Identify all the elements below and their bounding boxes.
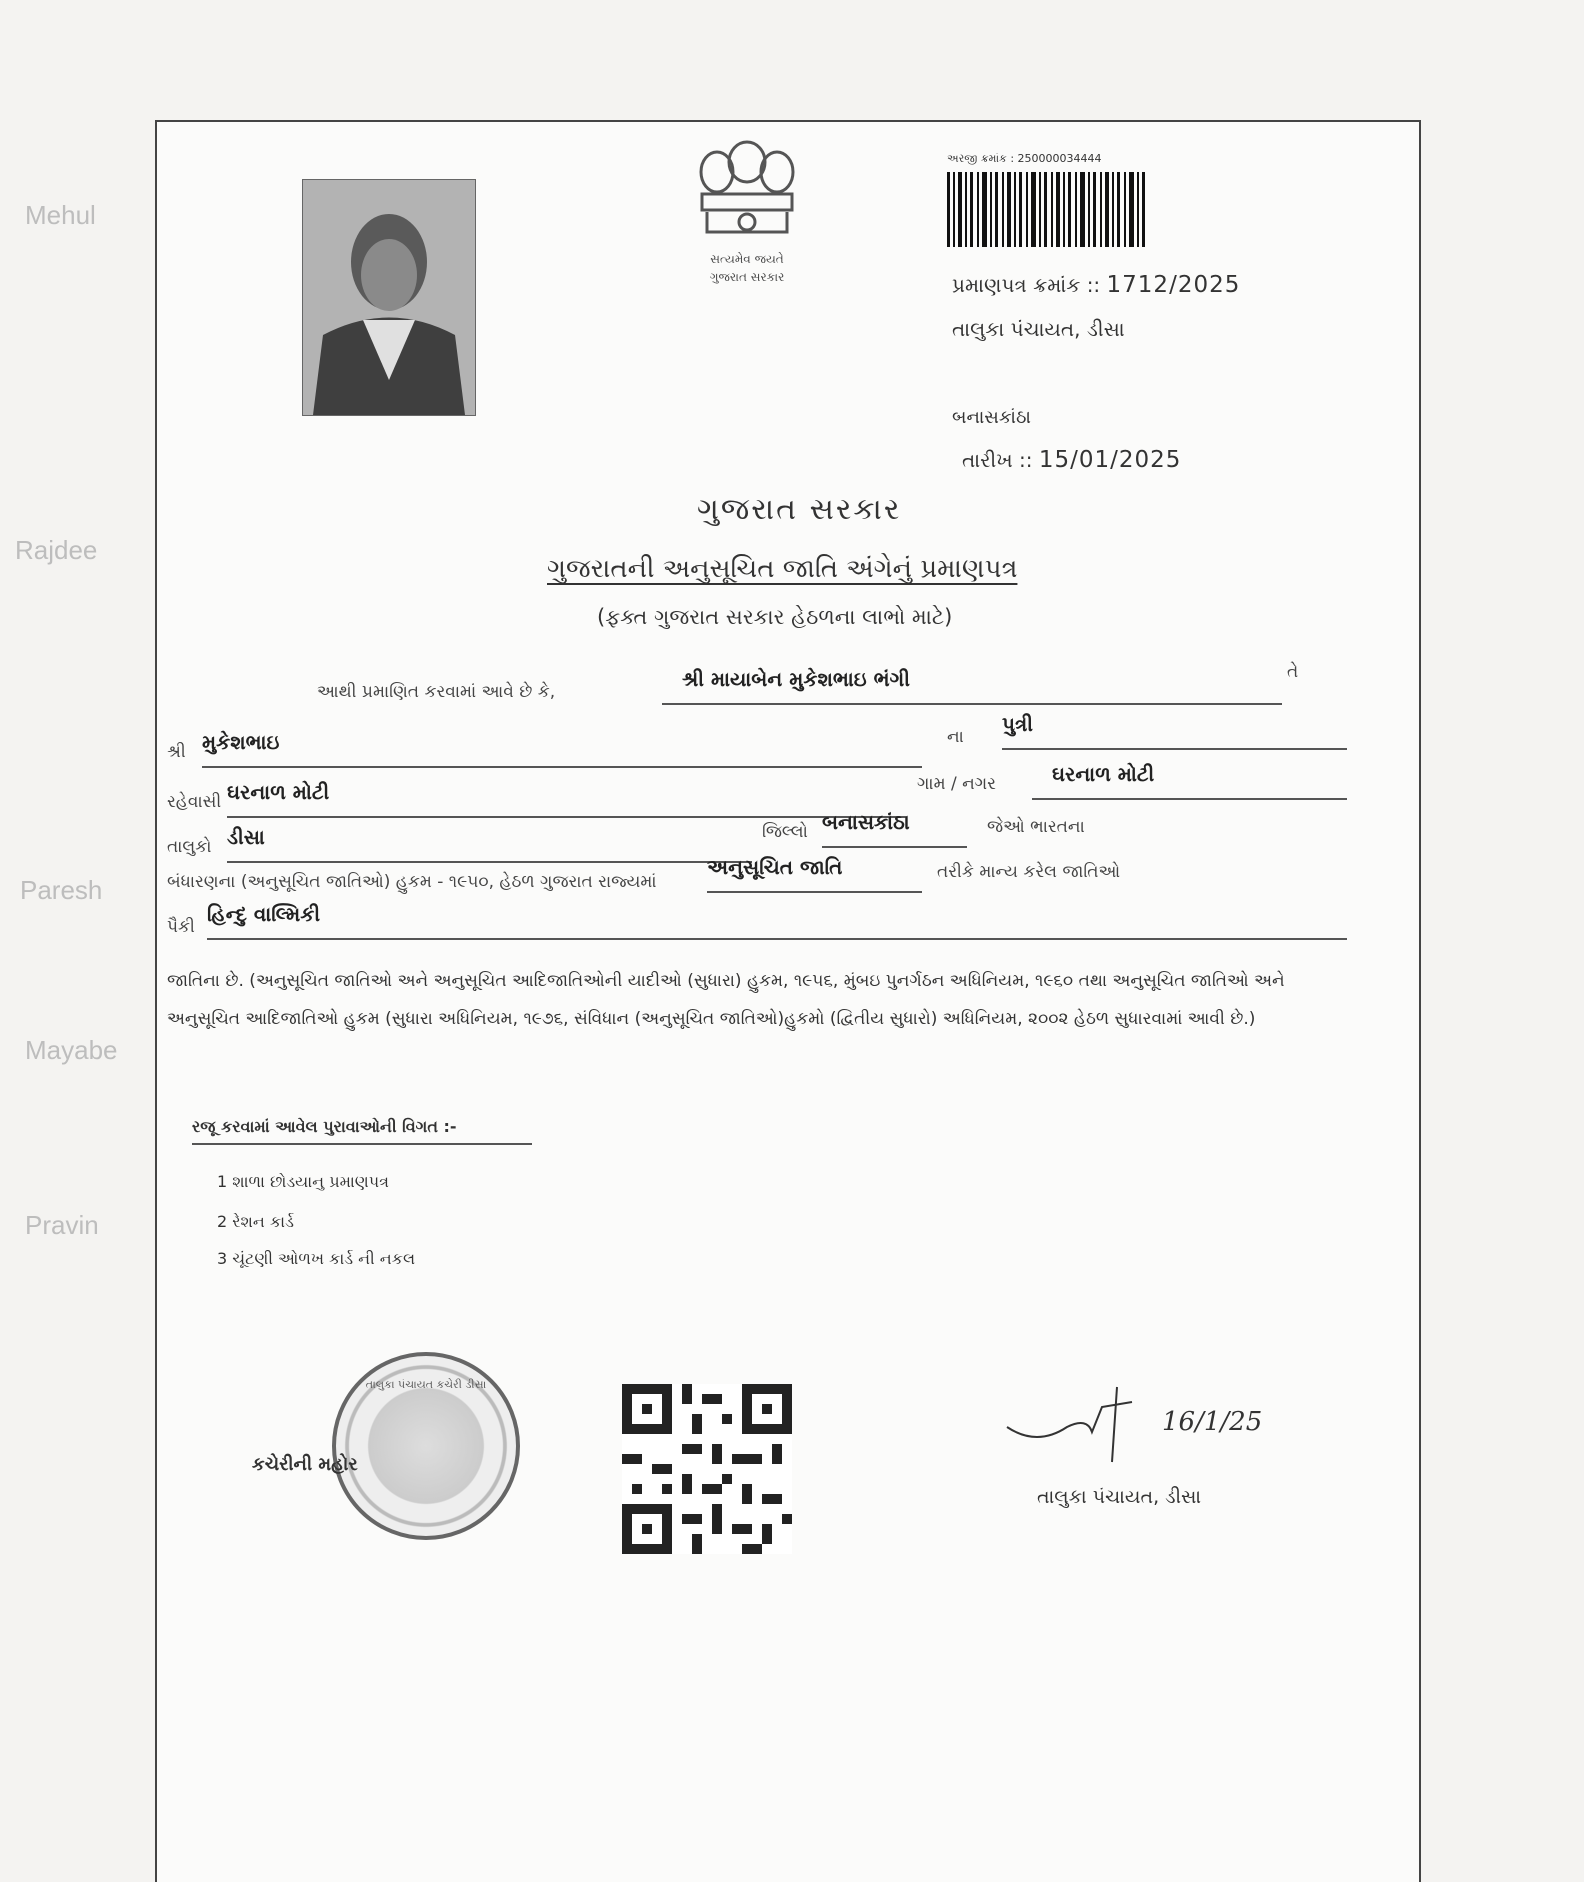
background-text: Rajdee: [15, 535, 98, 565]
proof-item: 1 શાળા છોડયાનુ પ્રમાણપત્ર: [217, 1172, 389, 1191]
constitution-label: બંધારણના (અનુસૂચિત જાતિઓ) હુકમ - ૧૯૫૦, હેઠળ ગુજરાત રાજ્યમાં: [167, 872, 657, 892]
government-heading: ગુજરાત સરકાર: [697, 492, 902, 527]
resident-label: રહેવાસી: [167, 792, 222, 812]
te-label: તે: [1287, 662, 1299, 682]
emblem-caption: ગુજરાત સરકાર: [709, 270, 785, 284]
certify-label: આથી પ્રમાણિત કરવામાં આવે છે કે,: [317, 682, 556, 702]
shri-label: શ્રી: [167, 742, 186, 762]
resident-value: ઘરનાળ મોટી: [227, 780, 330, 804]
caste-field: [207, 902, 1347, 940]
national-emblem: [682, 132, 812, 292]
background-text: Mayabe: [25, 1035, 118, 1065]
certificate-subtitle: (ફક્ત ગુજરાત સરકાર હેઠળના લાભો માટે): [597, 605, 953, 629]
issuing-office: તાલુકા પંચાયત, ડીસા: [952, 317, 1125, 341]
village-value: ઘરનાળ મોટી: [1052, 762, 1155, 786]
proof-item: 2 રેશન કાર્ડ: [217, 1212, 294, 1231]
qr-code: [622, 1384, 792, 1554]
emblem-motto: સત્યમેવ જયતે: [710, 252, 784, 266]
name-field: [662, 667, 1282, 705]
proof-item: 3 ચૂંટણી ઓળખ કાર્ડ ની નકલ: [217, 1249, 416, 1268]
qr-code-icon: [622, 1384, 792, 1554]
applicant-name: શ્રી માયાબેન મુકેશભાઇ ભંગી: [682, 667, 910, 691]
category-value: અનુસૂચિત જાતિ: [707, 855, 843, 879]
barcode: [947, 152, 1177, 247]
village-field: [1032, 762, 1347, 800]
jeo-label: જેઓ ભારતના: [987, 817, 1085, 837]
certificate-page: [155, 120, 1421, 1882]
lion-capital-icon: [682, 132, 812, 247]
signature-date: 16/1/25: [1162, 1407, 1263, 1437]
relation-field: [1002, 712, 1347, 750]
village-label: ગામ / નગર: [917, 774, 996, 794]
certificate-title: ગુજરાતની અનુસૂચિત જાતિ અંગેનું પ્રમાણપત્ર: [547, 554, 1018, 584]
office-seal: [332, 1352, 520, 1540]
background-text: Paresh: [20, 875, 103, 905]
applicant-photo: [302, 179, 476, 416]
application-number: અરજી ક્રમાંક : 250000034444: [947, 152, 1102, 165]
caste-value: હિન્દુ વાલ્મિકી: [207, 902, 321, 926]
certificate-number-value: 1712/2025: [1106, 272, 1241, 298]
officer-signature: [997, 1377, 1263, 1477]
seal-label: કચેરીની મહોર: [252, 1454, 358, 1475]
na-label: ના: [947, 727, 964, 747]
district-header: બનાસકાંઠા: [952, 407, 1031, 428]
district-value: બનાસકાંઠા: [822, 810, 910, 834]
seal-text: તાલુકા પંચાયત કચેરી ડીસા: [365, 1378, 487, 1391]
certificate-number-label: પ્રમાણપત્ર ક્રમાંક ::: [952, 273, 1101, 297]
father-field: [202, 730, 922, 768]
date-value: 15/01/2025: [1038, 447, 1182, 473]
father-name: મુકેશભાઇ: [202, 730, 280, 754]
date-label: તારીખ ::: [962, 448, 1033, 472]
background-text: Mehul: [25, 200, 96, 230]
legal-paragraph: જાતિના છે. (અનુસૂચિત જાતિઓ અને અનુસૂચિત આદિજાતિઓની યાદીઓ (સુધારા) હુકમ, ૧૯૫૬, મુંબઇ પુનર્ગઠન અધિનિયમ, ૧૯૬૦ તથા અનુસૂચિત જાતિઓ અને અનુસૂચિત આદિજાતિઓ હુકમ (સુધારા અધિનિયમ, ૧૯૭૬, સંવિધાન (અનુસૂચિત જાતિઓ)હુકમો (દ્વિતીય સુધારો) અધિનિયમ, ૨૦૦૨ હેઠળ સુધારવામાં આવી છે.): [167, 971, 1285, 1029]
certificate-number: [952, 272, 1240, 298]
taluka-value: ડીસા: [227, 825, 265, 849]
barcode-icon: [947, 172, 1177, 247]
district-label: જિલ્લો: [762, 822, 808, 842]
peiki-label: પૈકી: [167, 917, 195, 937]
relation-value: પુત્રી: [1002, 712, 1033, 736]
resident-field: [227, 780, 907, 818]
signatory-office: તાલુકા પંચાયત, ડીસા: [1037, 1486, 1202, 1508]
proofs-heading: રજૂ કરવામાં આવેલ પુરાવાઓની વિગત :-: [192, 1117, 532, 1145]
recognized-label: તરીકે માન્ય કરેલ જાતિઓ: [937, 862, 1121, 882]
issue-date: [962, 447, 1181, 473]
taluka-label: તાલુકો: [167, 837, 212, 857]
category-field: [707, 855, 922, 893]
taluka-field: [227, 825, 752, 863]
district-field: [822, 810, 967, 848]
background-text: Pravin: [25, 1210, 99, 1240]
